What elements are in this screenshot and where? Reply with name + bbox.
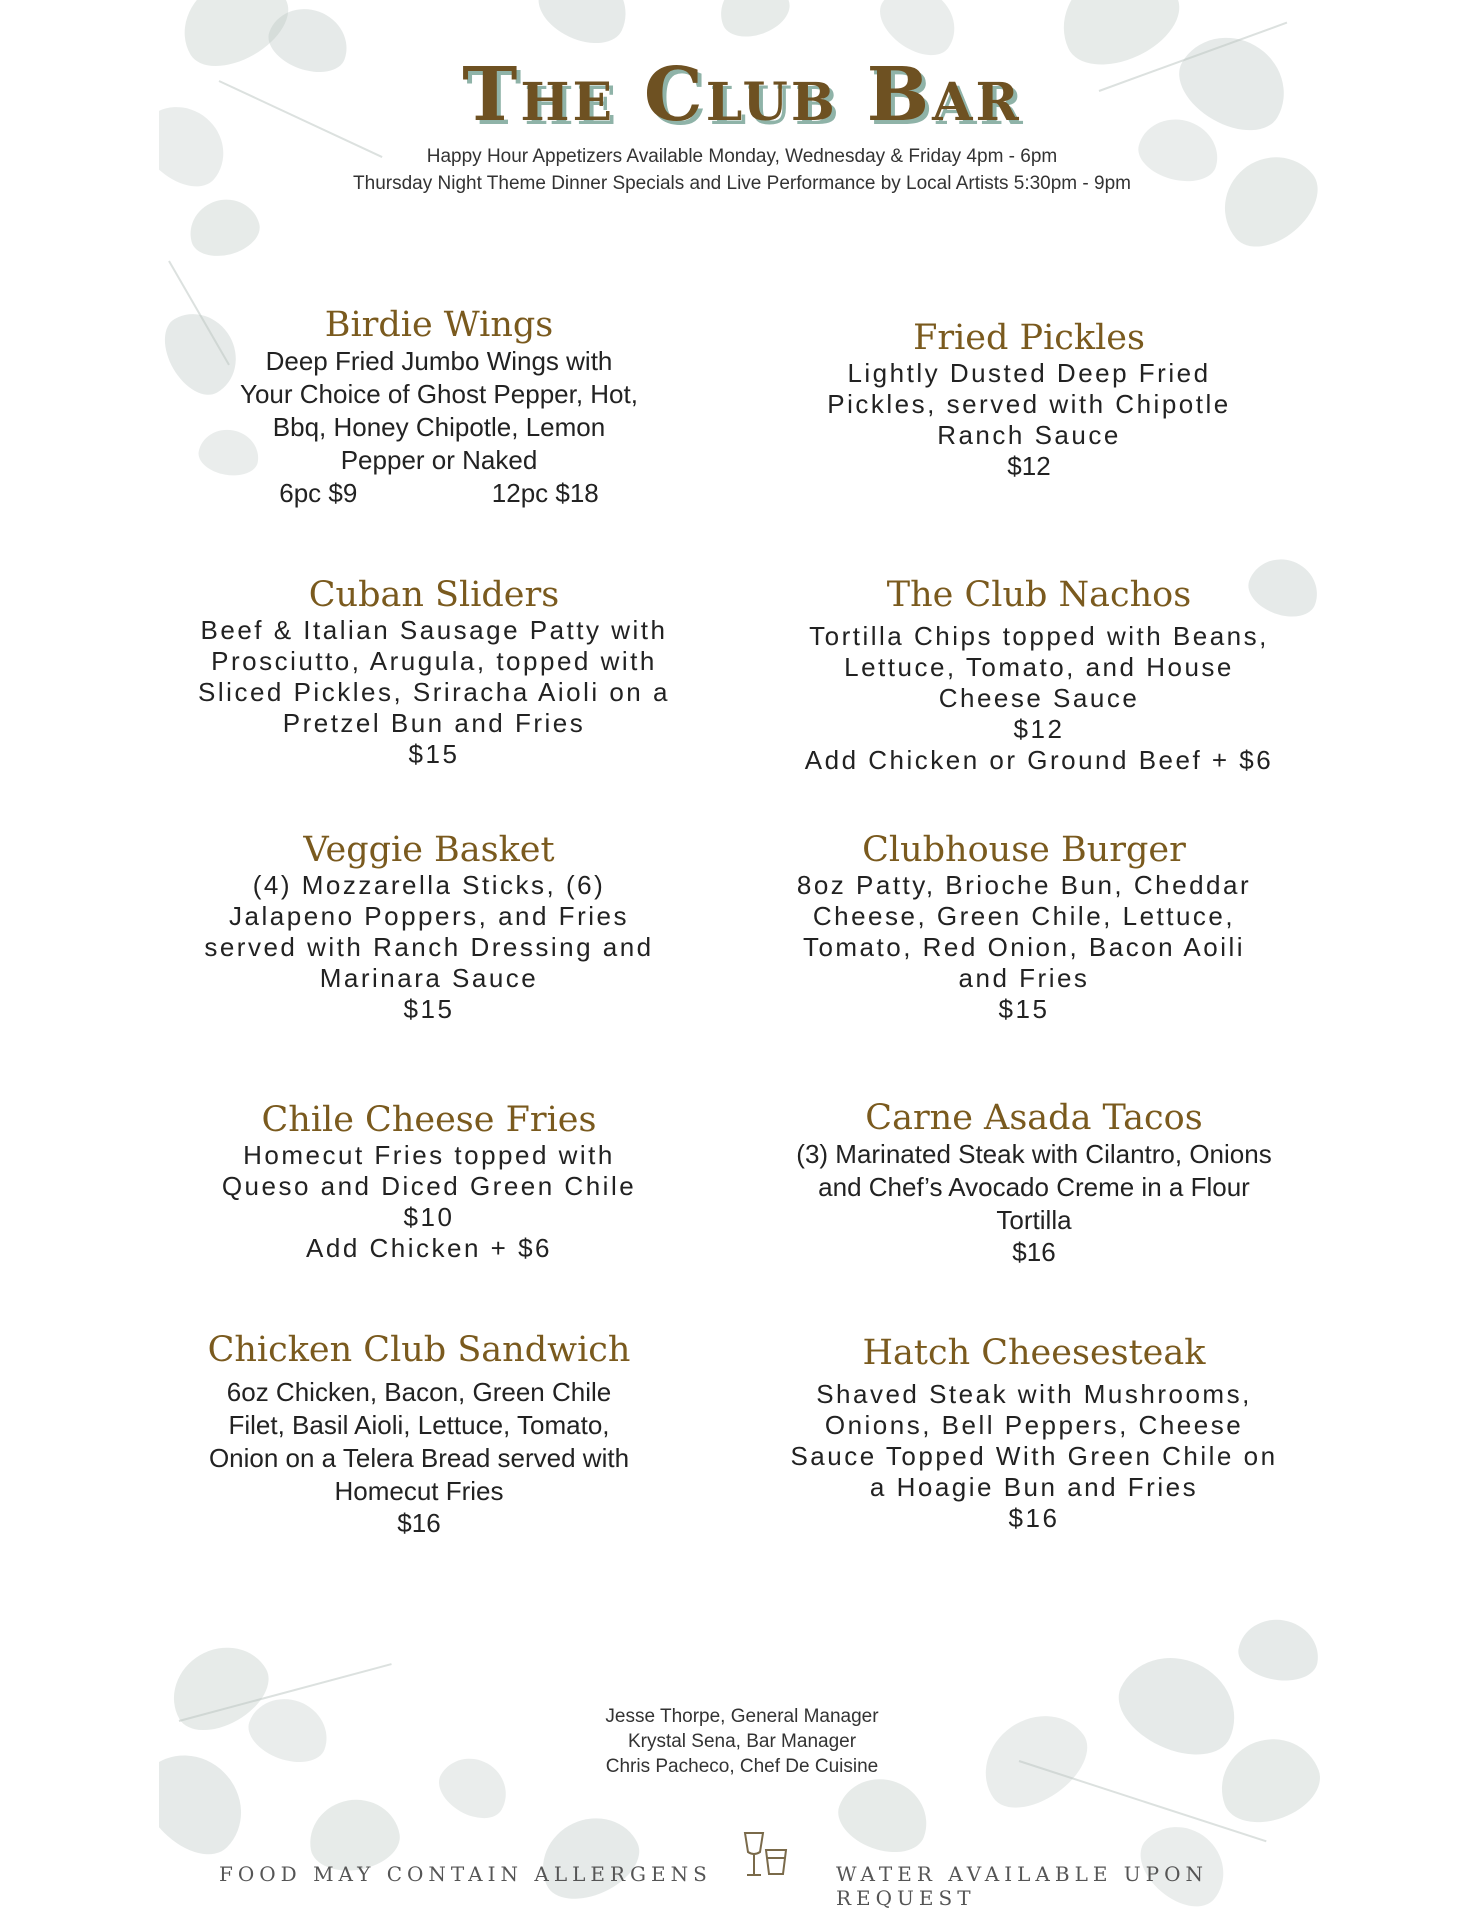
item-description: Deep Fried Jumbo Wings with Your Choice of Ghost Pepper, Hot, Bbq, Honey Chipotle, Lemon Pepper or Naked <box>240 346 638 475</box>
item-price <box>199 477 679 510</box>
item-name: Birdie Wings <box>324 305 554 345</box>
item-description: Beef & Italian Sausage Patty with Prosciutto, Arugula, topped with Sliced Pickles, Sriracha Aioli on a Pretzel Bun and Fries <box>198 615 670 738</box>
water-notice: WATER AVAILABLE UPON REQUEST <box>836 1862 1209 1910</box>
menu-item-chile-cheese-fries <box>189 1100 669 1264</box>
item-price: $15 <box>408 739 460 769</box>
general-manager: Jesse Thorpe, General Manager <box>605 1706 879 1727</box>
item-name: Chicken Club Sandwich <box>207 1330 631 1370</box>
happy-hour-note: Happy Hour Appetizers Available Monday, Wednesday & Friday 4pm - 6pm <box>426 146 1058 167</box>
item-name: Veggie Basket <box>303 830 555 870</box>
item-name: The Club Nachos <box>886 575 1192 615</box>
item-name: Carne Asada Tacos <box>865 1098 1203 1138</box>
allergen-notice: FOOD MAY CONTAIN ALLERGENS <box>219 1862 712 1886</box>
menu-item-birdie-wings <box>199 305 679 510</box>
item-price: $12 <box>1007 451 1051 481</box>
thursday-night-note: Thursday Night Theme Dinner Specials and Live Performance by Local Artists 5:30pm - 9pm <box>353 173 1131 194</box>
chef-de-cuisine: Chris Pacheco, Chef De Cuisine <box>605 1756 879 1777</box>
item-description: Homecut Fries topped with Queso and Diced Green Chile <box>221 1140 637 1201</box>
bar-manager: Krystal Sena, Bar Manager <box>627 1731 857 1752</box>
item-description: (3) Marinated Steak with Cilantro, Onions and Chef’s Avocado Creme in a Flour Tortilla <box>796 1139 1272 1235</box>
menu-item-carne-asada-tacos <box>789 1098 1279 1268</box>
item-name: Cuban Sliders <box>308 575 560 615</box>
price-6pc: 6pc $9 <box>279 478 358 508</box>
item-name: Clubhouse Burger <box>862 830 1186 870</box>
item-name: Chile Cheese Fries <box>261 1100 597 1140</box>
menu-page <box>159 0 1325 1920</box>
item-price: $16 <box>1012 1237 1056 1267</box>
page-title: The Club Bar <box>462 52 1022 138</box>
menu-item-veggie-basket <box>189 830 669 1025</box>
item-description: Tortilla Chips topped with Beans, Lettuce, Tomato, and House Cheese Sauce <box>809 621 1269 713</box>
item-addon: Add Chicken + $6 <box>306 1233 552 1263</box>
item-price: $15 <box>403 994 455 1024</box>
item-price: $10 <box>403 1202 455 1232</box>
item-price: $15 <box>998 994 1050 1024</box>
item-description: Lightly Dusted Deep Fried Pickles, served with Chipotle Ranch Sauce <box>827 358 1231 450</box>
item-price: $16 <box>1008 1503 1060 1533</box>
menu-item-clubhouse-burger <box>779 830 1269 1025</box>
item-price: $12 <box>1013 714 1065 744</box>
item-name: Hatch Cheesesteak <box>862 1333 1206 1373</box>
price-12pc: 12pc $18 <box>491 478 599 508</box>
item-addon: Add Chicken or Ground Beef + $6 <box>804 745 1274 775</box>
menu-item-cuban-sliders <box>179 575 689 770</box>
item-description: (4) Mozzarella Sticks, (6) Jalapeno Poppers, and Fries served with Ranch Dressing and Marinara Sauce <box>204 870 654 993</box>
item-name: Fried Pickles <box>913 318 1145 358</box>
item-description: Shaved Steak with Mushrooms, Onions, Bell Peppers, Cheese Sauce Topped With Green Chile on a Hoagie Bun and Fries <box>790 1379 1278 1502</box>
item-description: 8oz Patty, Brioche Bun, Cheddar Cheese, Green Chile, Lettuce, Tomato, Red Onion, Bacon Aoili and Fries <box>796 870 1252 993</box>
glasses-icon <box>742 1830 792 1886</box>
menu-item-hatch-cheesesteak <box>789 1333 1279 1534</box>
menu-item-club-nachos <box>774 575 1304 776</box>
item-price: $16 <box>397 1508 441 1538</box>
item-description: 6oz Chicken, Bacon, Green Chile Filet, Basil Aioli, Lettuce, Tomato, Onion on a Telera Bread served with Homecut Fries <box>208 1377 630 1506</box>
menu-item-chicken-club-sandwich <box>179 1330 659 1539</box>
staff-credits <box>159 1704 1325 1779</box>
menu-item-fried-pickles <box>789 318 1269 482</box>
